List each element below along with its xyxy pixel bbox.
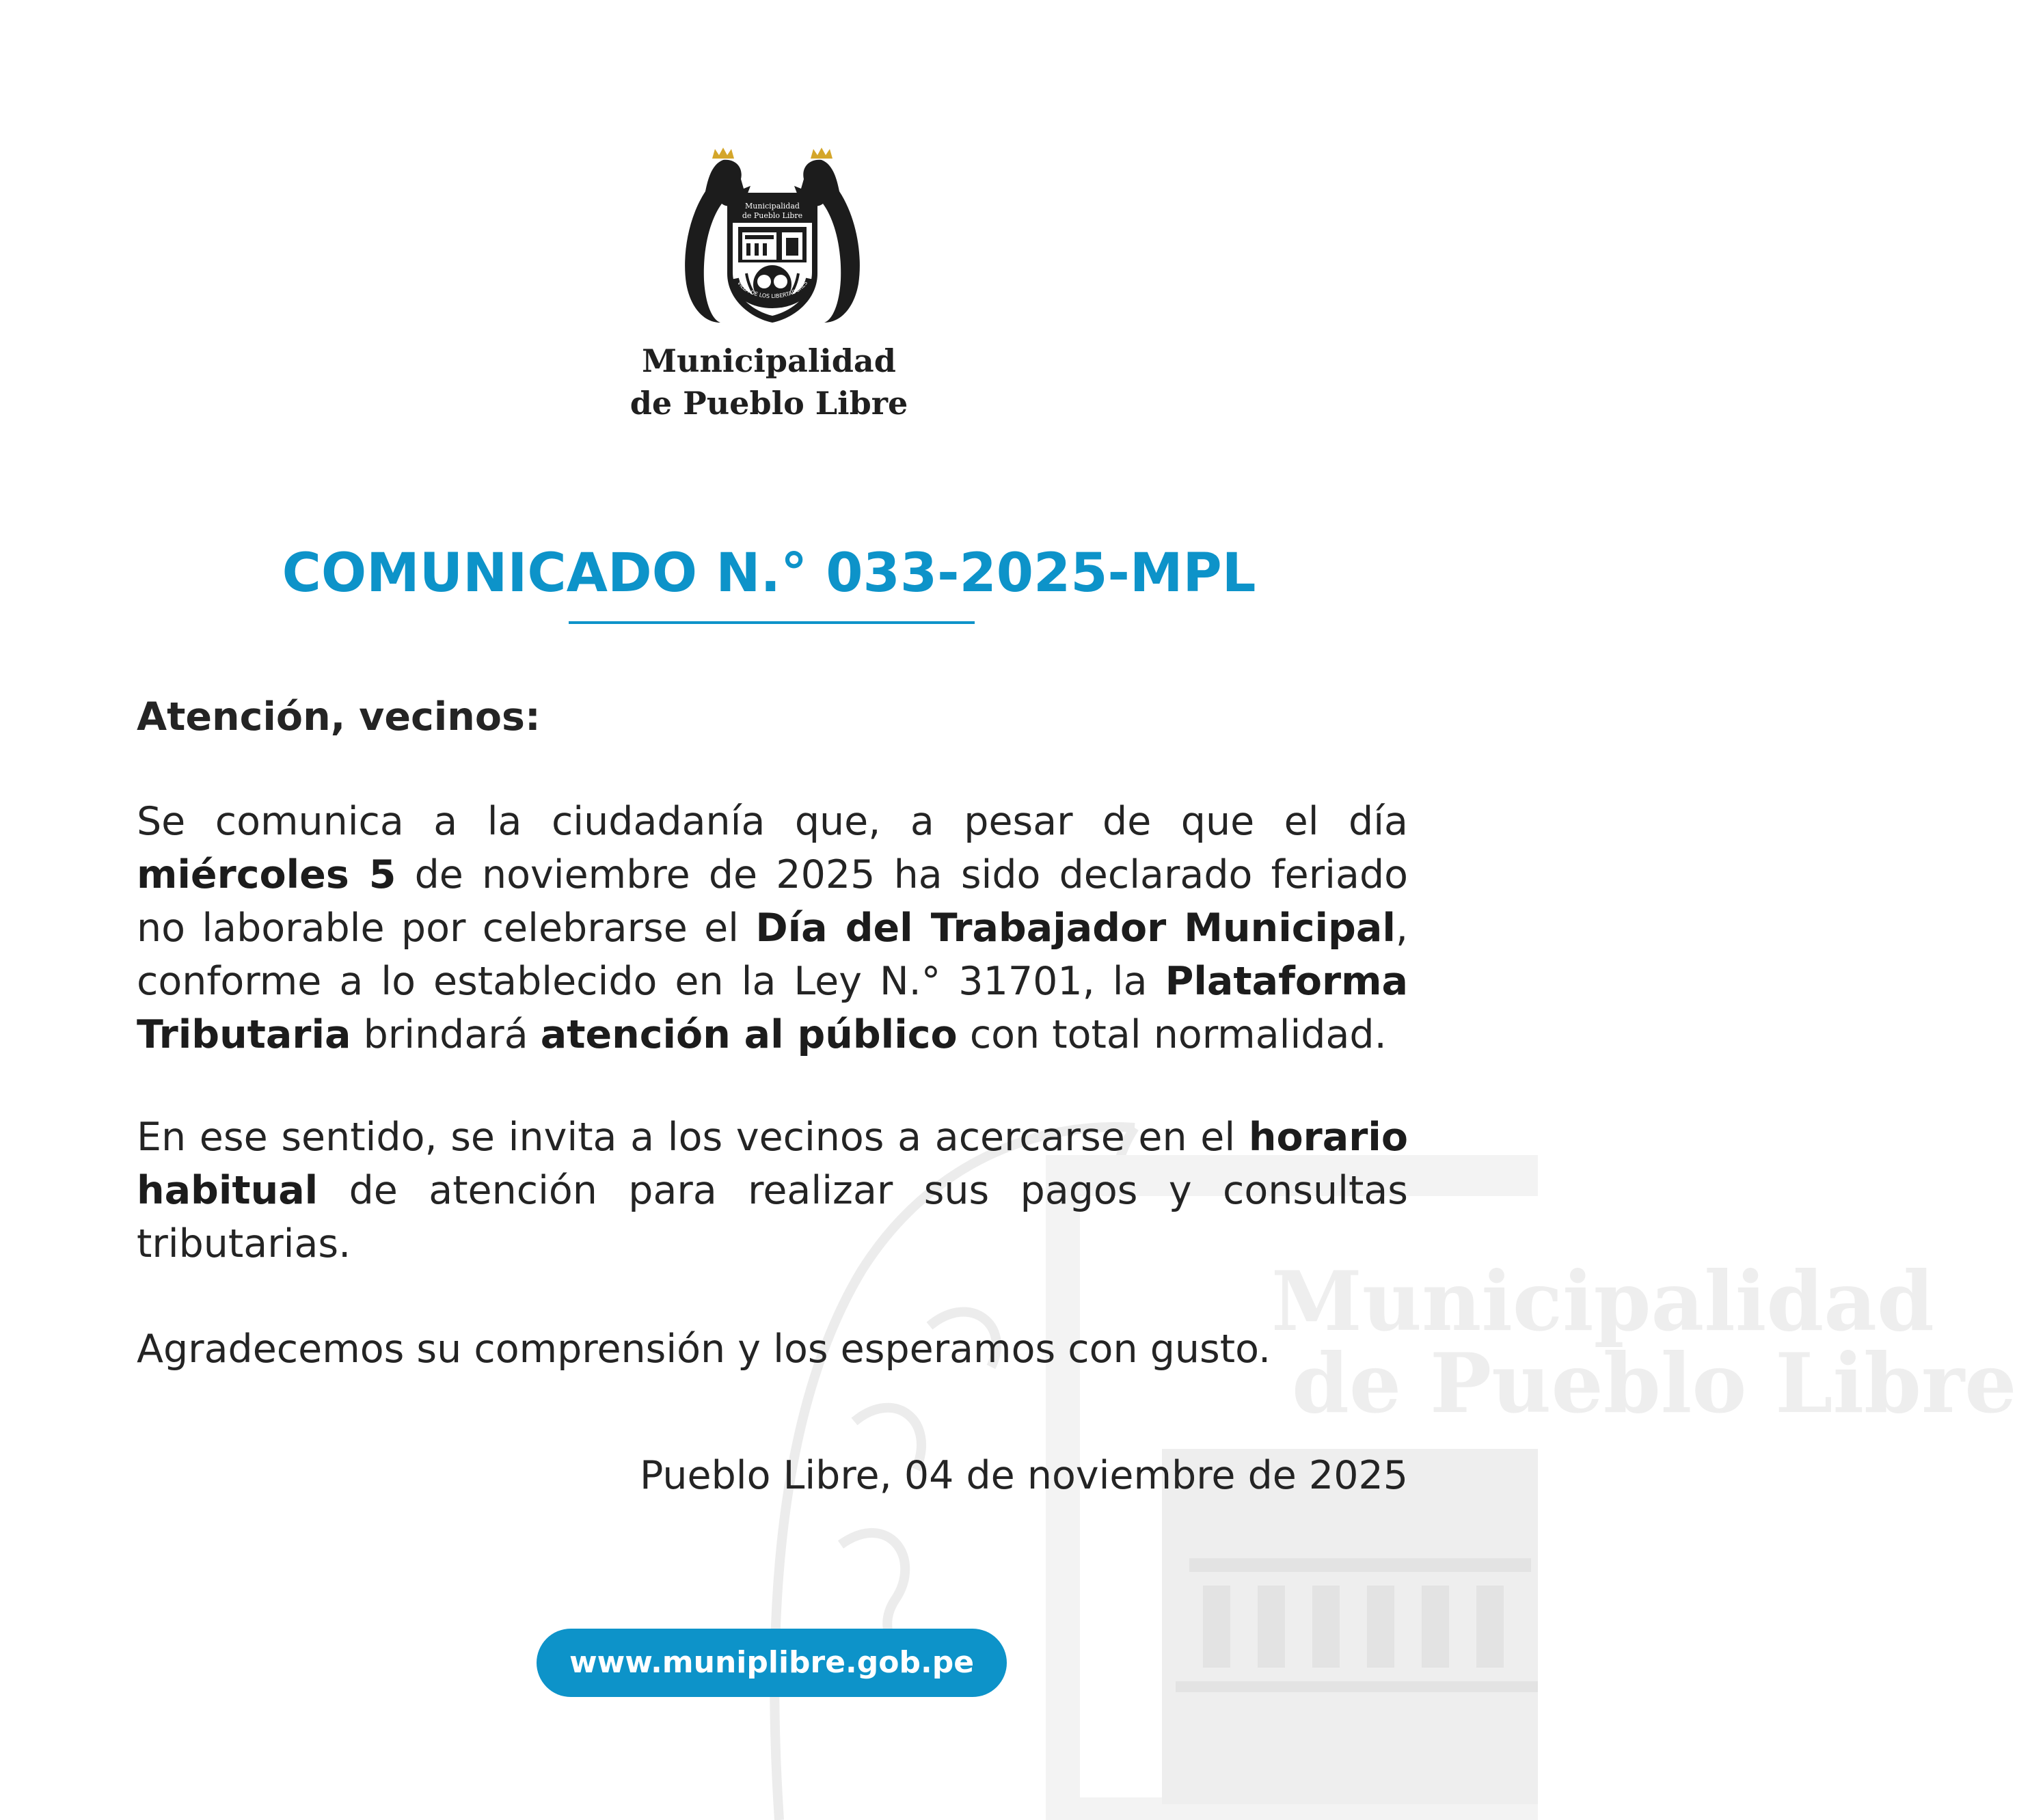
paragraph-text: En ese sentido, se invita a los vecinos a acercarse en el [137,1115,1249,1160]
paragraph-text: , conforme a lo establecido en la Ley N.° 31701, la [137,906,1408,1004]
greeting: Atención, vecinos: [137,694,541,739]
watermark-text-line-2: de Pueblo Libre [1292,1335,2017,1432]
crest-text-line-2: de Pueblo Libre [742,211,803,220]
paragraph-text: de atención para realizar sus pagos y consultas tributarias. [137,1168,1408,1266]
highlight-holiday: Día del Trabajador Municipal [755,906,1396,951]
paragraph-invitation [137,1111,1408,1271]
paragraph-announcement [137,795,1408,1061]
organization-name-line-1: Municipalidad [642,342,896,379]
crest-ribbon-text: VILLA DE LOS LIBERTADORES [735,280,809,300]
highlight-date: miércoles 5 [137,852,396,897]
municipal-crest-logo [670,144,875,325]
paragraph-text: brindará [351,1012,541,1057]
title-underline [569,621,975,624]
website-link-button[interactable]: www.muniplibre.gob.pe [537,1629,1007,1697]
page-title: COMUNICADO N.° 033-2025-MPL [282,543,1256,604]
paragraph-thanks: Agradecemos su comprensión y los esperamos con gusto. [137,1327,1271,1372]
crest-text-line-1: Municipalidad [745,202,800,210]
highlight-schedule: horario habitual [137,1115,1408,1213]
paragraph-text: Se comunica a la ciudadanía que, a pesar de que el día [137,799,1408,844]
organization-name-line-2: de Pueblo Libre [630,385,908,422]
watermark-text-line-1: Municipalidad [1271,1253,1934,1350]
paragraph-text: con total normalidad. [957,1012,1387,1057]
date-line: Pueblo Libre, 04 de noviembre de 2025 [640,1453,1408,1498]
paragraph-text: de noviembre de 2025 ha sido declarado feriado no laborable por celebrarse el [137,852,1408,951]
highlight-platform: Plataforma Tributaria [137,959,1408,1057]
crown-icon [712,148,832,159]
highlight-service: atención al público [540,1012,958,1057]
